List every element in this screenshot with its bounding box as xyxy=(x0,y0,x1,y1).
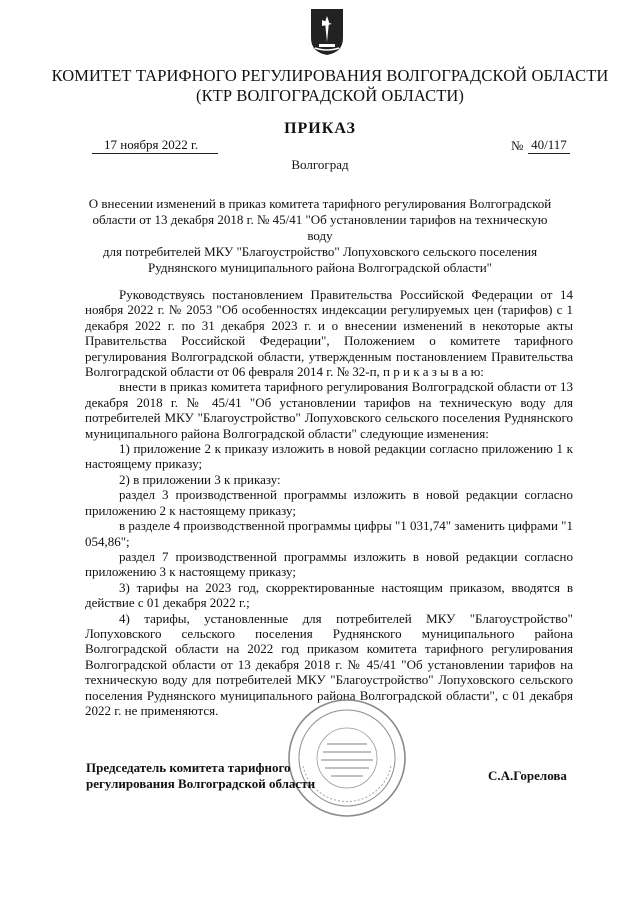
signatory-position-line: Председатель комитета тарифного xyxy=(86,760,291,775)
doc-city: Волгоград xyxy=(291,157,349,172)
subject-line: О внесении изменений в приказ комитета тарифного регулирования Волгоградской xyxy=(88,196,552,211)
doc-date: 17 ноября 2022 г. xyxy=(92,137,218,154)
body-paragraph: 4) тарифы, установленные для потребителей МКУ "Благоустройство" Лопуховского сельского поселения Руднянского муниципального района Волгоградской области на 2022 год приказом комитета тарифного регулирования Волгоградской области от 13 декабря 2018 г. № 45/41 "Об установлении тарифов на техническую воду для потребителей МКУ "Благоустройство" Лопуховского сельского поселения Руднянского муниципального района Волгоградской области", с 01 декабря 2022 г. не применяются. xyxy=(85,610,573,718)
doc-number-label: № xyxy=(511,138,524,153)
body-paragraph: 2) в приложении 3 к приказу: xyxy=(119,471,281,487)
body-paragraph: внести в приказ комитета тарифного регулирования Волгоградской области от 13 декабря 2018 г. № 45/41 "Об установлении тарифов на техническую воду для потребителей МКУ "Благоустройство" Лопуховского сельского поселения Руднянского муниципального района Волгоградской области" следующие изменения: xyxy=(85,379,573,441)
doc-subject xyxy=(82,196,558,276)
body-paragraph: в разделе 4 производственной программы цифры "1 031,74" заменить цифрами "1 054,86"; xyxy=(85,518,573,549)
signatory-position-line: регулирования Волгоградской области xyxy=(86,776,316,791)
doc-type-title: ПРИКАЗ xyxy=(284,120,356,137)
body-paragraph: раздел 3 производственной программы изложить в новой редакции согласно приложению 2 к настоящему приказу; xyxy=(85,487,573,518)
body-paragraph: 1) приложение 2 к приказу изложить в новой редакции согласно приложению 1 к настоящему приказу; xyxy=(85,441,573,472)
body-paragraph: раздел 7 производственной программы изложить в новой редакции согласно приложению 3 к настоящему приказу; xyxy=(85,548,573,580)
org-short-name: (КТР ВОЛГОГРАДСКОЙ ОБЛАСТИ) xyxy=(195,86,464,105)
body-paragraph: Руководствуясь постановлением Правительства Российской Федерации от 14 ноября 2022 г. № 2053 "Об особенностях индексации регулируемых цен (тарифов) с 1 декабря 2022 г. по 31 декабря 2023 г. и о внесении изменений в некоторые акты Правительства Российской Федерации", Положением о комитете тарифного регулирования Волгоградской области, утвержденным постановлением Правительства Волгоградской области от 06 февраля 2014 г. № 32-п, п р и к а з ы в а ю: xyxy=(85,287,573,380)
body-paragraph: 3) тарифы на 2023 год, скорректированные настоящим приказом, вводятся в действие с 01 декабря 2022 г.; xyxy=(85,579,573,611)
doc-number: 40/117 xyxy=(528,137,570,154)
signatory-position xyxy=(86,760,315,792)
signatory-name: С.А.Горелова xyxy=(488,768,567,783)
official-stamp xyxy=(285,696,409,820)
org-name: КОМИТЕТ ТАРИФНОГО РЕГУЛИРОВАНИЯ ВОЛГОГРАДСКОЙ ОБЛАСТИ xyxy=(51,66,609,85)
subject-line: области от 13 декабря 2018 г. № 45/41 "Об установлении тарифов на техническую воду xyxy=(92,212,548,243)
subject-line: Руднянского муниципального района Волгоградской области" xyxy=(148,260,492,275)
subject-line: для потребителей МКУ "Благоустройство" Лопуховского сельского поселения xyxy=(102,244,538,259)
doc-body xyxy=(85,287,573,718)
coat-of-arms-emblem xyxy=(310,8,344,56)
